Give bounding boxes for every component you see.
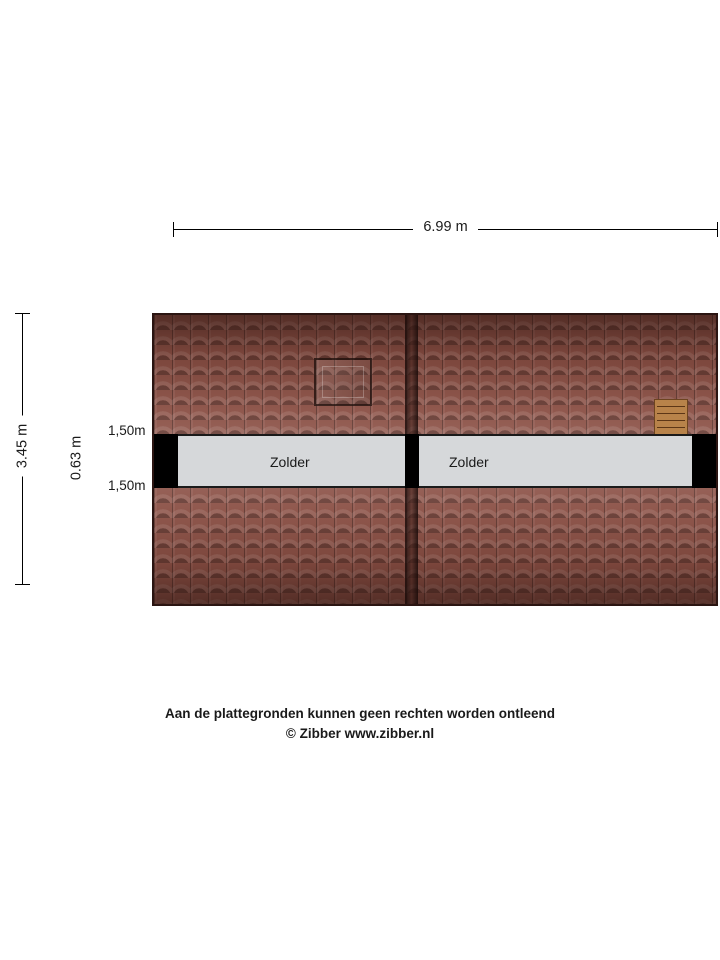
left-outer-dimension-value: 3.45 m (15, 416, 31, 476)
dimension-cap-bottom (15, 584, 30, 585)
roof-shading (154, 315, 716, 434)
top-dimension-value: 6.99 m (413, 219, 477, 235)
footer-disclaimer: Aan de plattegronden kunnen geen rechten worden ontleend (164, 706, 556, 721)
left-outer-dimension (8, 313, 38, 585)
footer-copyright: © Zibber www.zibber.nl (285, 726, 435, 741)
band-top-dimension-label: 1,50m (108, 423, 146, 438)
top-dimension-label (173, 219, 718, 235)
wall-left (152, 434, 178, 488)
dimension-cap-top (15, 313, 30, 314)
skylight-icon (314, 358, 372, 406)
footer (0, 706, 720, 741)
band-bottom-dimension-label: 1,50m (108, 478, 146, 493)
left-outer-dimension-label (15, 394, 31, 499)
attic-floor-band (152, 434, 718, 488)
wall-middle (405, 434, 419, 488)
wall-right (692, 434, 718, 488)
ladder-icon (654, 399, 688, 437)
roof-shading (154, 488, 716, 604)
floorplan (108, 313, 718, 606)
top-dimension (173, 217, 718, 247)
left-inner-dimension-value: 0.63 m (69, 428, 85, 488)
room-label-zolder-2: Zolder (449, 454, 489, 470)
roof-upper (152, 313, 718, 436)
left-inner-dimension-label (69, 406, 85, 511)
room-label-zolder-1: Zolder (270, 454, 310, 470)
roof-lower (152, 486, 718, 606)
left-inner-dimension (62, 437, 92, 485)
